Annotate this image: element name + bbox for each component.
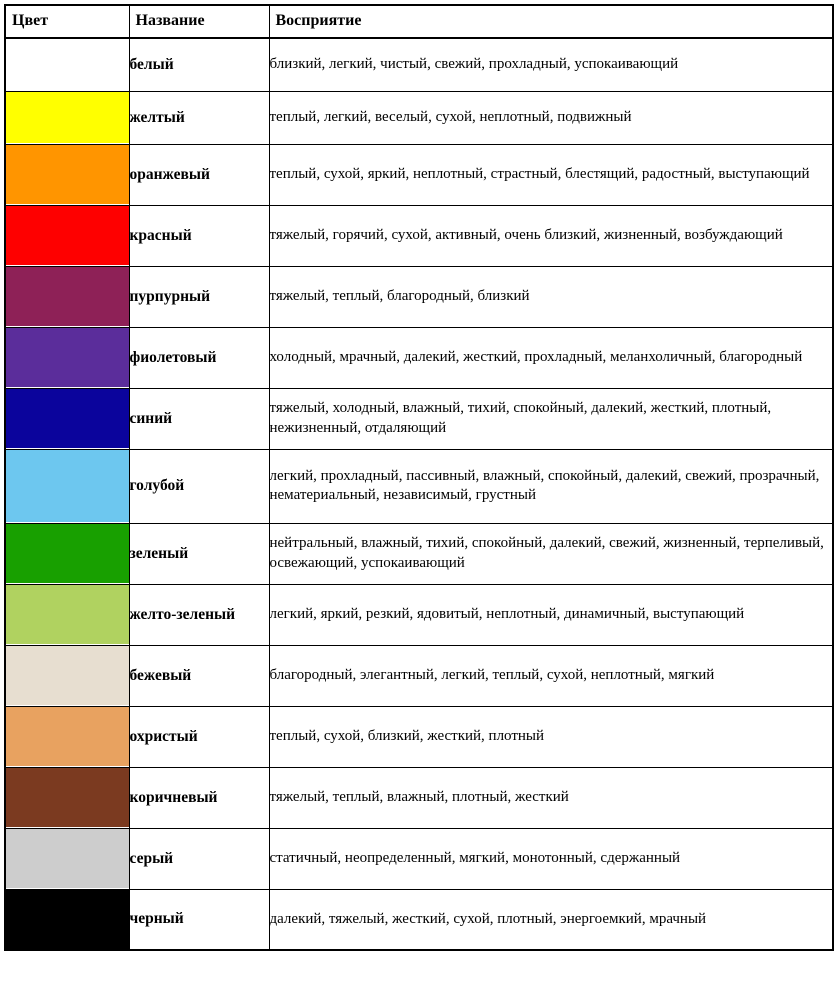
color-swatch [6,92,129,143]
table-row [5,706,833,767]
color-swatch [6,585,129,644]
color-swatch [6,829,129,888]
color-swatch [6,389,129,448]
color-swatch-cell [5,388,129,449]
color-name-cell: желто-зеленый [129,584,269,645]
color-swatch-cell [5,327,129,388]
color-swatch-cell [5,523,129,584]
header-row [5,5,833,38]
table-row [5,327,833,388]
color-swatch-cell [5,828,129,889]
color-swatch [6,646,129,705]
table-row [5,584,833,645]
color-name-cell: оранжевый [129,144,269,205]
color-swatch [6,768,129,827]
color-swatch [6,890,129,949]
color-perception-cell: нейтральный, влажный, тихий, спокойный, далекий, свежий, жизненный, терпеливый, освежающий, успокаивающий [269,523,833,584]
color-name-cell: бежевый [129,645,269,706]
color-perception-cell: холодный, мрачный, далекий, жесткий, прохладный, меланхоличный, благородный [269,327,833,388]
color-perception-cell: статичный, неопределенный, мягкий, монотонный, сдержанный [269,828,833,889]
table-header [5,5,833,38]
color-name-cell: желтый [129,91,269,144]
color-name-cell: серый [129,828,269,889]
color-perception-cell: теплый, сухой, близкий, жесткий, плотный [269,706,833,767]
color-swatch-cell [5,91,129,144]
color-swatch-cell [5,645,129,706]
color-swatch-cell [5,449,129,523]
color-perception-cell: тяжелый, холодный, влажный, тихий, спокойный, далекий, жесткий, плотный, нежизненный, отдаляющий [269,388,833,449]
color-swatch [6,267,129,326]
color-name-cell: коричневый [129,767,269,828]
color-swatch-cell [5,767,129,828]
color-perception-cell: теплый, легкий, веселый, сухой, неплотный, подвижный [269,91,833,144]
table-row [5,523,833,584]
table-row [5,205,833,266]
color-swatch-cell [5,584,129,645]
color-name-cell: черный [129,889,269,950]
color-swatch [6,328,129,387]
color-name-cell: белый [129,38,269,91]
table-row [5,828,833,889]
color-name-cell: зеленый [129,523,269,584]
color-swatch [6,450,129,522]
table-row [5,645,833,706]
color-swatch [6,707,129,766]
color-perception-cell: благородный, элегантный, легкий, теплый, сухой, неплотный, мягкий [269,645,833,706]
color-perception-cell: легкий, яркий, резкий, ядовитый, неплотный, динамичный, выступающий [269,584,833,645]
color-swatch-cell [5,266,129,327]
color-swatch-cell [5,205,129,266]
color-swatch [6,206,129,265]
table-body [5,38,833,950]
color-name-cell: синий [129,388,269,449]
color-perception-table [4,4,834,951]
table-row [5,266,833,327]
color-perception-cell: тяжелый, горячий, сухой, активный, очень близкий, жизненный, возбуждающий [269,205,833,266]
table-row [5,767,833,828]
color-perception-cell: тяжелый, теплый, влажный, плотный, жесткий [269,767,833,828]
color-swatch-cell [5,706,129,767]
color-swatch [6,145,129,204]
table-row [5,388,833,449]
color-name-cell: фиолетовый [129,327,269,388]
color-name-cell: голубой [129,449,269,523]
column-header-name: Название [129,5,269,38]
color-name-cell: красный [129,205,269,266]
color-swatch-cell [5,889,129,950]
color-swatch-cell [5,38,129,91]
table-row [5,449,833,523]
table-row [5,144,833,205]
column-header-perception: Восприятие [269,5,833,38]
color-perception-cell: далекий, тяжелый, жесткий, сухой, плотный, энергоемкий, мрачный [269,889,833,950]
table-row [5,38,833,91]
color-swatch [6,39,129,90]
color-name-cell: пурпурный [129,266,269,327]
color-perception-cell: близкий, легкий, чистый, свежий, прохладный, успокаивающий [269,38,833,91]
color-perception-cell: легкий, прохладный, пассивный, влажный, спокойный, далекий, свежий, прозрачный, нематериальный, независимый, грустный [269,449,833,523]
color-swatch-cell [5,144,129,205]
color-name-cell: охристый [129,706,269,767]
table-row [5,889,833,950]
color-perception-cell: теплый, сухой, яркий, неплотный, страстный, блестящий, радостный, выступающий [269,144,833,205]
column-header-color: Цвет [5,5,129,38]
table-row [5,91,833,144]
color-swatch [6,524,129,583]
color-perception-cell: тяжелый, теплый, благородный, близкий [269,266,833,327]
